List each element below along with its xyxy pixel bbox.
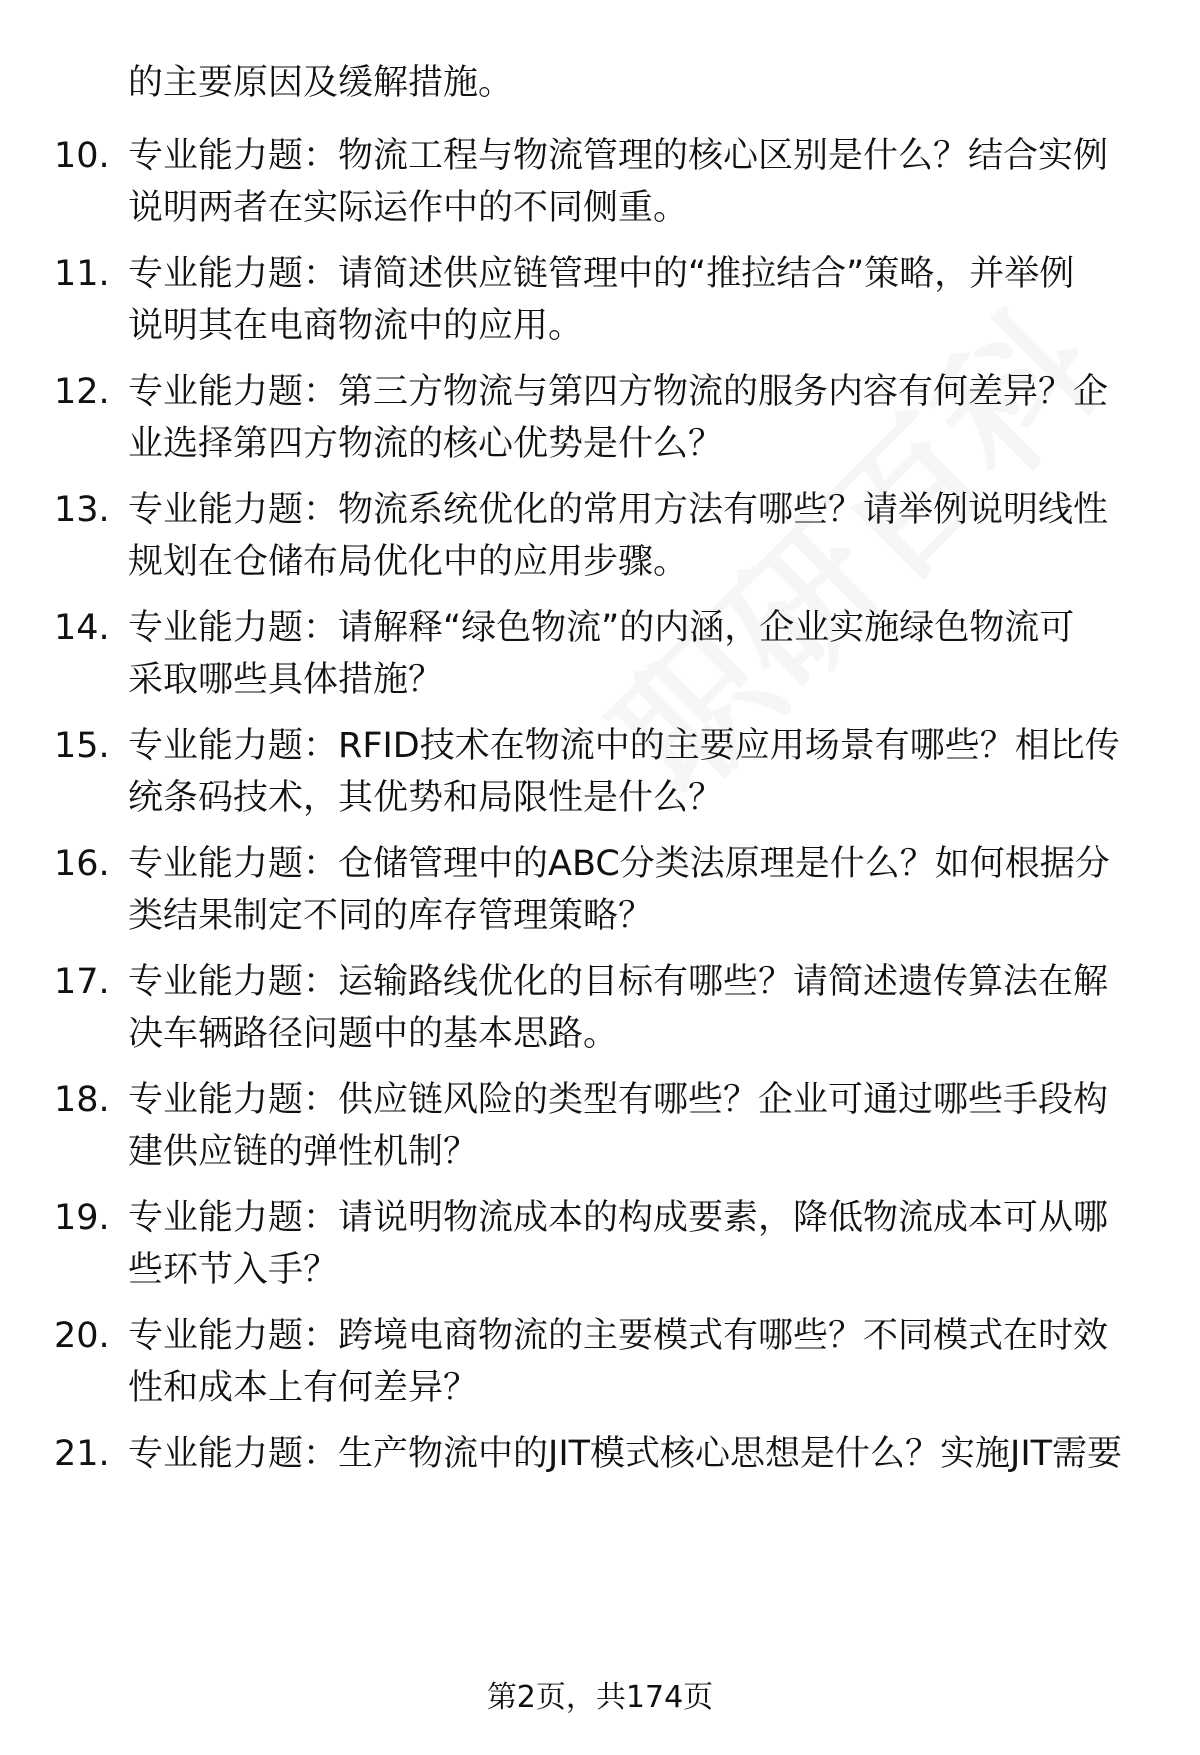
page-footer: 第2页，共174页 [486, 1680, 714, 1715]
question-number: 18. [54, 1080, 110, 1120]
question-text [128, 956, 1168, 1060]
question-text-line: 专业能力题：物流工程与物流管理的核心区别是什么？结合实例 [128, 136, 1109, 176]
question-text [128, 1428, 1168, 1480]
question-number: 15. [54, 726, 110, 766]
question-number: 17. [54, 962, 110, 1002]
question-text-line: 决车辆路径问题中的基本思路。 [128, 1014, 619, 1054]
question-text [128, 1310, 1168, 1414]
question-text [128, 720, 1168, 824]
question-text-line: 采取哪些具体措施？ [128, 660, 444, 700]
question-text [128, 1192, 1168, 1296]
question-number: 11. [54, 254, 110, 294]
question-text-line: 专业能力题：运输路线优化的目标有哪些？请简述遗传算法在解 [128, 962, 1109, 1002]
question-text-line: 建供应链的弹性机制？ [128, 1132, 479, 1172]
question-text [128, 366, 1168, 470]
question-text-line: 专业能力题：仓储管理中的ABC分类法原理是什么？如何根据分 [128, 844, 1110, 884]
question-text-line: 专业能力题：供应链风险的类型有哪些？企业可通过哪些手段构 [128, 1080, 1109, 1120]
question-text-line: 专业能力题：物流系统优化的常用方法有哪些？请举例说明线性 [128, 490, 1109, 530]
question-text-line: 性和成本上有何差异？ [128, 1368, 479, 1408]
question-text-line: 说明其在电商物流中的应用。 [128, 306, 584, 346]
question-text-line: 说明两者在实际运作中的不同侧重。 [128, 188, 689, 228]
question-number: 16. [54, 844, 110, 884]
question-text-line: 专业能力题：生产物流中的JIT模式核心思想是什么？实施JIT需要 [128, 1434, 1123, 1474]
question-number: 14. [54, 608, 110, 648]
question-text-line: 专业能力题：跨境电商物流的主要模式有哪些？不同模式在时效 [128, 1316, 1109, 1356]
question-number: 13. [54, 490, 110, 530]
question-number: 19. [54, 1198, 110, 1238]
question-text-line: 专业能力题：请简述供应链管理中的“推拉结合”策略，并举例 [128, 254, 1075, 294]
question-text [128, 484, 1168, 588]
question-text [128, 130, 1168, 234]
question-text-line: 统条码技术，其优势和局限性是什么？ [128, 778, 724, 818]
question-text-line: 专业能力题：RFID技术在物流中的主要应用场景有哪些？相比传 [128, 726, 1120, 766]
question-text-line: 专业能力题：请说明物流成本的构成要素，降低物流成本可从哪 [128, 1198, 1109, 1238]
continued-text: 的主要原因及缓解措施。 [128, 63, 514, 103]
question-text-line: 专业能力题：请解释“绿色物流”的内涵，企业实施绿色物流可 [128, 608, 1075, 648]
question-number: 20. [54, 1316, 110, 1356]
question-text [128, 248, 1168, 352]
question-text-line: 业选择第四方物流的核心优势是什么？ [128, 424, 724, 464]
question-text-line: 规划在仓储布局优化中的应用步骤。 [128, 542, 689, 582]
question-text-line: 类结果制定不同的库存管理策略？ [128, 896, 654, 936]
question-text [128, 602, 1168, 706]
question-number: 10. [54, 136, 110, 176]
question-text [128, 838, 1168, 942]
question-text-line: 专业能力题：第三方物流与第四方物流的服务内容有何差异？企 [128, 372, 1109, 412]
question-number: 21. [54, 1434, 110, 1474]
question-text-line: 些环节入手？ [128, 1250, 339, 1290]
question-number: 12. [54, 372, 110, 412]
question-text [128, 1074, 1168, 1178]
